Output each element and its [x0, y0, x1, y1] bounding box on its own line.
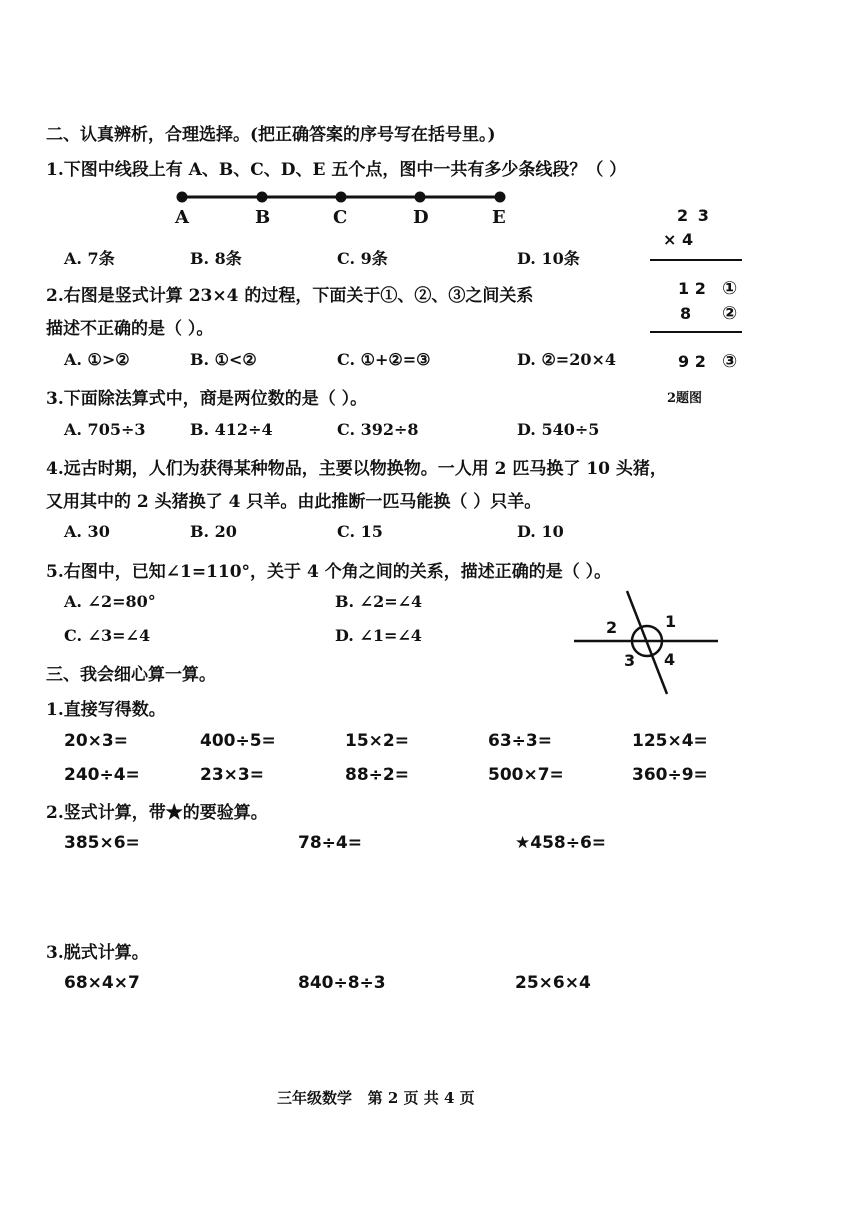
q5-angle-label-4: 4 [664, 650, 676, 669]
q3-option-d: D. 540÷5 [517, 420, 600, 439]
vertical-calc-3: ★458÷6= [515, 833, 607, 853]
oral-calc-9: 500×7= [488, 765, 564, 785]
oral-calc-5: 125×4= [632, 731, 708, 751]
q5-option-b: B. ∠2=∠4 [335, 592, 423, 611]
oral-calc-2: 400÷5= [200, 731, 276, 751]
q5-option-d: D. ∠1=∠4 [335, 626, 422, 645]
q5-text: 5.右图中，已知∠1=110°，关于 4 个角之间的关系，描述正确的是（ ）。 [46, 562, 612, 582]
oral-calc-4: 63÷3= [488, 731, 552, 751]
q4-option-d: D. 10 [517, 522, 564, 541]
q4-option-b: B. 20 [190, 522, 237, 541]
q4-option-c: C. 15 [337, 522, 383, 541]
q2-option-a: A. ①>② [64, 350, 130, 369]
oral-calc-6: 240÷4= [64, 765, 140, 785]
section3-heading: 三、我会细心算一算。 [46, 665, 216, 685]
q3-option-b: B. 412÷4 [190, 420, 273, 439]
page-footer: 三年级数学 第 2 页 共 4 页 [277, 1089, 475, 1107]
q5-angle-label-1: 1 [665, 612, 677, 631]
q2-fig-caption: 2题图 [667, 391, 703, 406]
q2-fig-mark1: ① [722, 278, 738, 299]
q1-text: 1.下图中线段上有 A、B、C、D、E 五个点，图中一共有多少条线段？（ ） [46, 160, 627, 180]
step-calc-1: 68×4×7 [64, 973, 140, 993]
q2-fig-row2: 8 [680, 304, 692, 323]
oral-calc-7: 23×3= [200, 765, 264, 785]
part1-title: 1.直接写得数。 [46, 700, 166, 720]
q5-option-c: C. ∠3=∠4 [64, 626, 151, 645]
part3-title: 3.脱式计算。 [46, 943, 149, 963]
q4-text-line1: 4.远古时期，人们为获得某种物品，主要以物换物。一人用 2 匹马换了 10 头猪， [46, 459, 667, 479]
q2-fig-row1: 1 2 [678, 279, 706, 298]
oral-calc-3: 15×2= [345, 731, 409, 751]
vertical-calc-2: 78÷4= [298, 833, 362, 853]
q1-label-d: D [413, 207, 429, 228]
q5-option-a: A. ∠2=80° [64, 592, 156, 611]
vertical-calc-1: 385×6= [64, 833, 140, 853]
q2-option-b: B. ①<② [190, 350, 257, 369]
q2-fig-row3: 9 2 [678, 352, 706, 371]
section2-heading: 二、认真辨析，合理选择。(把正确答案的序号写在括号里。) [46, 125, 496, 145]
q4-text-line2: 又用其中的 2 头猪换了 4 只羊。由此推断一匹马能换（ ）只羊。 [46, 492, 542, 512]
q3-option-c: C. 392÷8 [337, 420, 419, 439]
step-calc-2: 840÷8÷3 [298, 973, 386, 993]
q1-label-a: A [175, 207, 189, 228]
q4-option-a: A. 30 [64, 522, 110, 541]
q2-option-c: C. ①+②=③ [337, 350, 431, 369]
part2-title: 2.竖式计算，带★的要验算。 [46, 803, 268, 823]
q2-text-line2: 描述不正确的是（ ）。 [46, 319, 214, 339]
q2-option-d: D. ②=20×4 [517, 350, 616, 369]
q3-option-a: A. 705÷3 [64, 420, 146, 439]
q3-text: 3.下面除法算式中，商是两位数的是（ ）。 [46, 389, 368, 409]
q1-option-b: B. 8条 [190, 249, 242, 268]
q1-label-b: B [255, 207, 271, 228]
q1-label-e: E [492, 207, 506, 228]
q5-angle-label-2: 2 [606, 618, 618, 637]
q2-fig-mark3: ③ [722, 351, 738, 372]
step-calc-3: 25×6×4 [515, 973, 591, 993]
oral-calc-8: 88÷2= [345, 765, 409, 785]
q1-label-c: C [333, 207, 348, 228]
q1-option-c: C. 9条 [337, 249, 388, 268]
oral-calc-1: 20×3= [64, 731, 128, 751]
q1-option-a: A. 7条 [64, 249, 115, 268]
q2-fig-mark2: ② [722, 303, 738, 324]
q5-angle-label-3: 3 [624, 651, 636, 670]
q1-option-d: D. 10条 [517, 249, 580, 268]
q2-fig-mult: × 4 [663, 230, 694, 249]
q2-text-line1: 2.右图是竖式计算 23×4 的过程，下面关于①、②、③之间关系 [46, 286, 534, 306]
q2-fig-top: 2 3 [677, 206, 711, 225]
oral-calc-10: 360÷9= [632, 765, 708, 785]
